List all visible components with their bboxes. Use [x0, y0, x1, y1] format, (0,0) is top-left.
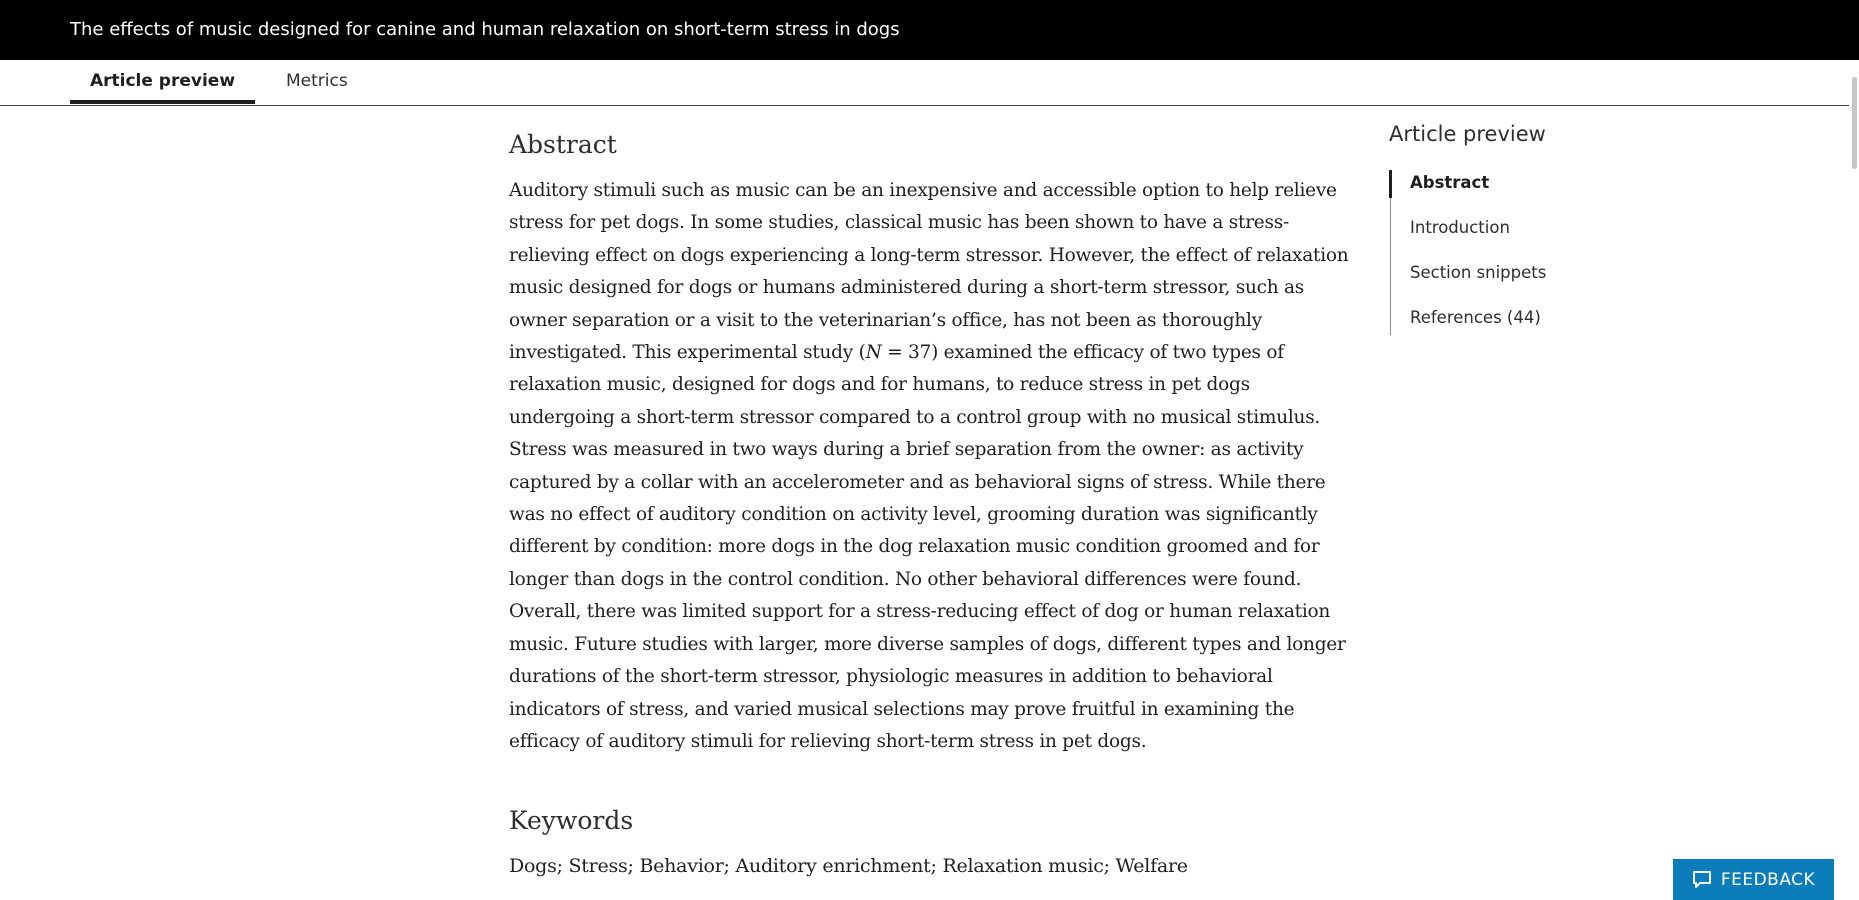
keywords-list: Dogs; Stress; Behavior; Auditory enrichment; Relaxation music; Welfare: [509, 855, 1188, 877]
feedback-label: FEEDBACK: [1720, 869, 1816, 890]
abstract-text-part-2: ) examined the efficacy of two types of relaxation music, designed for dogs and for humans, to reduce stress in pet dogs undergoing a short-term stressor compared to a control group with no musical stimulus. Stress was measured in two ways during a brief separation from the owner: as activity captured by a collar with an accelerometer and as behavioral signs of stress. While there was no effect of auditory condition on activity level, grooming duration was significantly different by condition: more dogs in the dog relaxation music condition groomed and for longer than dogs in the control condition. No other behavioral differences were found. Overall, there was limited support for a stress-reducing effect of dog or human relaxation music. Future studies with larger, more diverse samples of dogs, different types and longer durations of the short-term stressor, physiologic measures in addition to behavioral indicators of stress, and varied musical selections may prove fruitful in examining the efficacy of auditory stimuli for relieving short-term stress in pet dogs.: [509, 342, 1346, 752]
sample-size-value: = 37: [881, 342, 932, 364]
article-header-bar: [0, 0, 1859, 60]
article-title: The effects of music designed for canine and human relaxation on short-term stress in dogs: [70, 19, 900, 40]
toc-title: Article preview: [1389, 122, 1546, 146]
toc-item-section-snippets[interactable]: Section snippets: [1410, 263, 1547, 282]
toc-item-abstract[interactable]: Abstract: [1391, 170, 1649, 215]
article-tabs: [0, 60, 1859, 106]
abstract-heading: Abstract: [509, 130, 617, 159]
abstract-text-part-1: Auditory stimuli such as music can be an inexpensive and accessible option to help relieve stress for pet dogs. In some studies, classical music has been shown to have a stress-relieving effect on dogs experiencing a long-term stressor. However, the effect of relaxation music designed for dogs or humans administered during a short-term stressor, such as owner separation or a visit to the veterinarian’s office, has not been as thoroughly investigated. This experimental study (: [509, 180, 1349, 364]
keywords-heading: Keywords: [509, 806, 634, 835]
scrollbar-thumb[interactable]: [1852, 77, 1857, 169]
speech-bubble-icon: [1692, 870, 1712, 889]
toc-item-introduction[interactable]: Introduction: [1410, 218, 1510, 237]
table-of-contents: [1389, 122, 1649, 335]
toc-item-references[interactable]: References (44): [1410, 308, 1541, 327]
sample-size-symbol: N: [865, 342, 882, 364]
abstract-text: [509, 175, 1354, 758]
tab-article-preview[interactable]: Article preview: [70, 60, 255, 104]
feedback-button[interactable]: [1673, 859, 1834, 900]
abstract-section: [509, 130, 1354, 758]
tab-metrics[interactable]: Metrics: [286, 71, 348, 91]
page-scrollbar[interactable]: [1849, 74, 1859, 900]
toc-list: [1390, 170, 1649, 335]
